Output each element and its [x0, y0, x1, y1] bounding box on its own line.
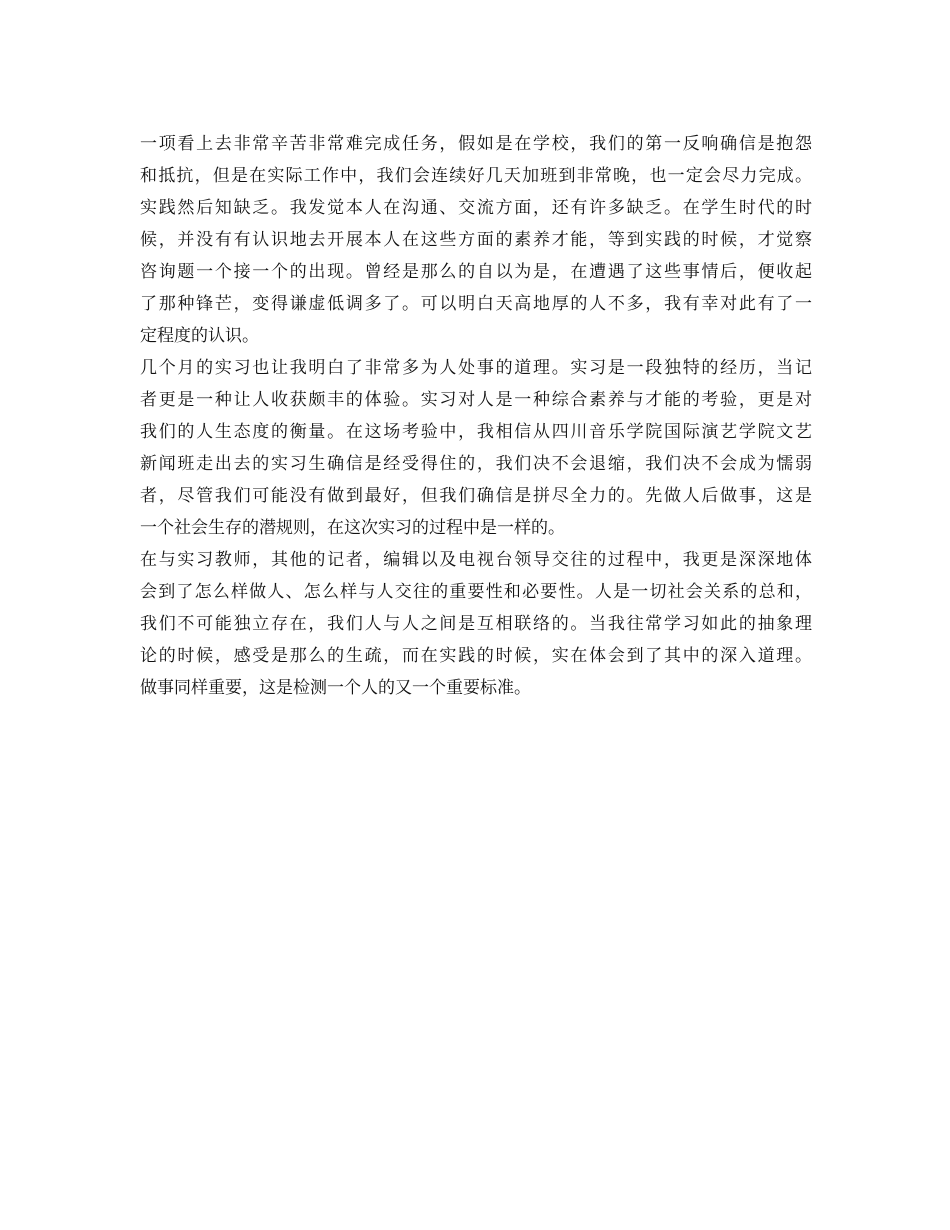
paragraph-2	[140, 352, 812, 544]
text-line: 做事同样重要，这是检测一个人的又一个重要标准。	[140, 678, 531, 698]
paragraph-3	[140, 544, 812, 704]
paragraph-1	[140, 128, 812, 352]
document-page	[140, 128, 812, 704]
text-line: 者，尽管我们可能没有做到最好，但我们确信是拼尽全力的。先做人后做事，这是	[140, 486, 812, 506]
text-line: 和抵抗，但是在实际工作中，我们会连续好几天加班到非常晚，也一定会尽力完成。	[140, 166, 812, 186]
text-line: 几个月的实习也让我明白了非常多为人处事的道理。实习是一段独特的经历，当记	[140, 358, 812, 378]
text-line: 会到了怎么样做人、怎么样与人交往的重要性和必要性。人是一切社会关系的总和，	[140, 582, 812, 602]
text-line: 实践然后知缺乏。我发觉本人在沟通、交流方面，还有许多缺乏。在学生时代的时	[140, 198, 812, 218]
text-line: 论的时候，感受是那么的生疏，而在实践的时候，实在体会到了其中的深入道理。	[140, 646, 812, 666]
text-line: 者更是一种让人收获颇丰的体验。实习对人是一种综合素养与才能的考验，更是对	[140, 390, 812, 410]
text-line: 了那种锋芒，变得谦虚低调多了。可以明白天高地厚的人不多，我有幸对此有了一	[140, 294, 812, 314]
text-line: 我们的人生态度的衡量。在这场考验中，我相信从四川音乐学院国际演艺学院文艺	[140, 422, 812, 442]
text-line: 在与实习教师，其他的记者，编辑以及电视台领导交往的过程中，我更是深深地体	[140, 550, 812, 570]
text-line: 新闻班走出去的实习生确信是经受得住的，我们决不会退缩，我们决不会成为懦弱	[140, 454, 812, 474]
text-line: 一项看上去非常辛苦非常难完成任务，假如是在学校，我们的第一反响确信是抱怨	[140, 134, 812, 154]
text-line: 咨询题一个接一个的出现。曾经是那么的自以为是，在遭遇了这些事情后，便收起	[140, 262, 812, 282]
text-line: 候，并没有有认识地去开展本人在这些方面的素养才能，等到实践的时候，才觉察	[140, 230, 812, 250]
text-line: 我们不可能独立存在，我们人与人之间是互相联络的。当我往常学习如此的抽象理	[140, 614, 812, 634]
text-line: 一个社会生存的潜规则，在这次实习的过程中是一样的。	[140, 518, 565, 538]
text-line: 定程度的认识。	[140, 326, 259, 346]
